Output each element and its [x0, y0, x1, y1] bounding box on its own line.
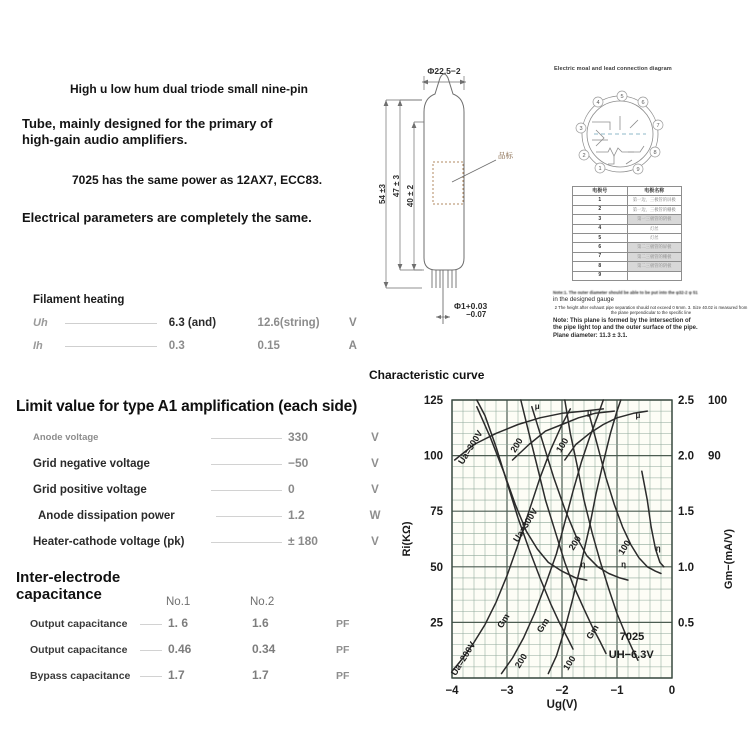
callout-leader: [452, 160, 496, 182]
intro-line-4: 7025 has the same power as 12AX7, ECC83.: [72, 172, 323, 187]
pin-table-header-no: 电极号: [573, 187, 628, 196]
limit-row: [16, 482, 388, 496]
intro-line-1: High u low hum dual triode small nine-pin: [70, 82, 309, 96]
capacitance-col-no1: No.1: [166, 596, 191, 608]
capacitance-no1: 1.7: [168, 667, 185, 682]
pin-name: 灯丝: [627, 224, 682, 233]
chart-annotation-device: 7025: [619, 631, 645, 644]
pin-table: [572, 186, 682, 281]
capacitance-row: [16, 616, 388, 630]
chart-yaxis-label-left: Ri(KΩ): [401, 521, 413, 557]
pin-diagram-svg: [552, 72, 748, 180]
limit-label: Anode dissipation power: [38, 510, 175, 522]
chart-curve-label: μ: [587, 408, 592, 418]
filament-heating-section: [33, 294, 363, 352]
filament-value-2: 12.6(string): [257, 317, 320, 329]
capacitance-unit: PF: [336, 669, 350, 682]
limit-row: [16, 508, 388, 522]
callout-text: 品标: [498, 151, 513, 160]
chart-curve-label: 100: [616, 538, 633, 557]
limit-label: Anode voltage: [33, 432, 99, 443]
pin-table-row: [573, 196, 682, 205]
pin-name: [627, 271, 682, 280]
leader-line: [140, 623, 162, 625]
chart-ytick-label-right-mu: 100: [708, 395, 728, 407]
chart-ytick-label-right-gm: 1.0: [678, 561, 694, 574]
limit-label: Heater-cathode voltage (pk): [33, 536, 185, 548]
capacitance-unit: PF: [336, 617, 350, 630]
chart-curve-label: 100: [561, 654, 578, 673]
characteristic-curve-chart: [396, 386, 748, 711]
pin-number-8: 8: [653, 150, 657, 156]
intro-block: [22, 82, 372, 226]
pin-number-3: 3: [579, 126, 583, 132]
pin-name: 第二三极管的阴极: [627, 262, 682, 271]
filament-value-2: 0.15: [257, 340, 280, 352]
capacitance-no2: 1.7: [252, 667, 269, 682]
note-line-2: in the designed gauge: [553, 296, 614, 303]
note-line-6: Plane diameter: 11.3 ± 3.1.: [553, 332, 628, 339]
limit-label: Grid negative voltage: [33, 458, 150, 470]
tube-drawing-svg: [378, 62, 550, 362]
capacitance-label: Output capacitance: [30, 643, 128, 656]
dim-h-total-text: 54 ±3: [378, 184, 387, 204]
limit-value: 1.2: [288, 508, 305, 522]
leader-line: [211, 437, 282, 439]
pin-no: 2: [573, 205, 628, 214]
chart-curve-label: Ua=300V: [511, 506, 540, 544]
pin-function-table: [572, 186, 682, 281]
pin-name: 第一边、三极管的屏极: [627, 196, 682, 205]
chart-curve-label: Gm: [495, 611, 512, 630]
chart-curve-label: Gm: [584, 622, 601, 641]
tube-outline-drawing: [378, 62, 550, 362]
leader-line: [65, 345, 157, 347]
pin-number-2: 2: [582, 153, 586, 159]
pin-number-9: 9: [636, 167, 640, 173]
notes-block: [553, 290, 749, 340]
limit-row: [16, 430, 388, 444]
pin-table-header-name: 电极名称: [627, 187, 682, 196]
chart-ytick-label-right-mu: 90: [708, 450, 721, 463]
chart-curve-label: Ua=300V: [456, 428, 485, 467]
chart-ytick-label-left: 100: [423, 450, 443, 463]
capacitance-label: Bypass capacitance: [30, 669, 131, 682]
chart-ytick-label-left: 125: [423, 395, 443, 407]
chart-ytick-label-left: 25: [430, 617, 443, 630]
dim-pin-text: Φ1+0.03: [454, 301, 488, 311]
pin-number-6: 6: [641, 100, 645, 106]
filament-symbol: Ih: [33, 340, 43, 352]
pin-number-7: 7: [656, 123, 660, 129]
chart-yaxis-label-right: Gm−(mA/V): [723, 528, 735, 590]
limit-values-section: [16, 398, 388, 560]
chart-curve-label: 200: [512, 651, 530, 670]
chart-curve-label: Ua=200V: [448, 639, 478, 678]
dim-pin-tol-text: −0.07: [466, 310, 487, 319]
capacitance-heading: Inter-electrode capacitance: [16, 569, 121, 603]
capacitance-col-no2: No.2: [250, 596, 275, 608]
pin-no: 5: [573, 233, 628, 242]
capacitance-no2: 1.6: [252, 615, 269, 630]
pin-no: 8: [573, 262, 628, 271]
limit-heading: Limit value for type A1 amplification (each side): [16, 398, 358, 415]
chart-curve-label: η: [621, 559, 627, 569]
filament-unit: V: [348, 317, 357, 329]
pin-table-row: [573, 271, 682, 280]
leader-line: [211, 463, 282, 465]
pin-table-row: [573, 215, 682, 224]
chart-xtick-label: 0: [668, 685, 676, 697]
chart-curve-label: 200: [566, 533, 584, 552]
capacitance-row: [16, 668, 388, 682]
pin-number-4: 4: [596, 100, 600, 106]
chart-ytick-label-left: 50: [430, 561, 443, 574]
note-line-4: Note: This plane is formed by the intersection of: [553, 317, 691, 324]
capacitance-no1: 1. 6: [168, 615, 189, 630]
dim-h-mid-text: 47 ± 3: [392, 174, 401, 198]
limit-value: 0: [288, 482, 295, 496]
filament-unit: A: [348, 340, 357, 352]
chart-xtick-label: −1: [610, 685, 624, 697]
note-line-3: 2 The height after exhaust pipe separation should not exceed 0 6mm. 3. Size 40.02 is measured from the plane perpendicular to the specific line: [554, 305, 748, 316]
leader-line: [140, 649, 162, 651]
chart-curve-label: η: [655, 544, 661, 554]
leader-line: [211, 541, 282, 543]
pin-no: 4: [573, 224, 628, 233]
pin-table-row: [573, 262, 682, 271]
chart-curve-label: μ: [635, 410, 641, 420]
pin-no: 1: [573, 196, 628, 205]
chart-curve-label: η: [580, 559, 586, 569]
pin-name: 第二三极管的栅极: [627, 252, 682, 261]
limit-unit: V: [371, 458, 379, 470]
characteristic-curve-svg: [396, 386, 748, 711]
pin-name: 第一三极管的阴极: [627, 215, 682, 224]
pin-table-row: [573, 233, 682, 242]
chart-ytick-label-right-gm: 2.0: [678, 450, 694, 463]
socket-outer-circle: [582, 96, 658, 172]
pin-no: 3: [573, 215, 628, 224]
pin-connection-diagram: [552, 66, 748, 186]
leader-line: [65, 322, 157, 324]
chart-curve-label: μ: [534, 401, 540, 411]
chart-xtick-label: −4: [445, 685, 459, 697]
dim-h-inner-text: 40 ± 2: [406, 184, 415, 208]
pin-no: 9: [573, 271, 628, 280]
filament-symbol: Uh: [33, 317, 48, 329]
filament-heading: Filament heating: [33, 294, 125, 306]
chart-ytick-label-right-gm: 2.5: [678, 395, 694, 407]
limit-row: [16, 534, 388, 548]
limit-value: 330: [288, 430, 309, 444]
label-area: [433, 162, 463, 204]
chart-xtick-label: −2: [555, 685, 569, 697]
filament-value-1: 6.3 (and): [168, 317, 217, 329]
chart-curve-label: 100: [553, 436, 571, 455]
capacitance-label: Output capacitance: [30, 617, 128, 630]
filament-value-1: 0.3: [168, 340, 185, 352]
capacitance-no1: 0.46: [168, 641, 192, 656]
tube-envelope: [424, 74, 464, 270]
limit-unit: V: [371, 484, 379, 496]
capacitance-table: [16, 616, 388, 682]
filament-row-ih: [33, 340, 363, 352]
capacitance-no2: 0.34: [252, 641, 276, 656]
tube-pin-group-left: [432, 270, 440, 288]
limit-unit: V: [371, 432, 379, 444]
pin-table-header-row: [573, 187, 682, 196]
chart-xtick-label: −3: [500, 685, 514, 697]
limit-table: [16, 430, 388, 548]
chart-ytick-label-right-gm: 0.5: [678, 617, 694, 630]
pin-number-1: 1: [598, 166, 602, 172]
dim-ext-width: [424, 76, 464, 90]
intro-line-3: high-gain audio amplifiers.: [22, 132, 188, 148]
pin-name: 第二三极管的屏极: [627, 243, 682, 252]
leader-line: [216, 515, 282, 517]
filament-row-uh: [33, 317, 363, 329]
chart-curve-label: 200: [508, 436, 525, 455]
pin-table-row: [573, 243, 682, 252]
note-line-5: the pipe light top and the outer surface of the pipe.: [553, 325, 698, 332]
chart-xaxis-label: Ug(V): [546, 699, 578, 711]
capacitance-section: [16, 570, 388, 682]
leader-line: [211, 489, 282, 491]
leader-line: [140, 675, 162, 677]
limit-row: [16, 456, 388, 470]
chart-ytick-label-left: 75: [430, 506, 443, 519]
pin-table-row: [573, 205, 682, 214]
chart-curve-label: Gm: [534, 616, 552, 635]
intro-line-5: Electrical parameters are completely the same.: [22, 209, 312, 225]
limit-unit: V: [371, 536, 379, 548]
tube-pin-group-right: [448, 270, 456, 288]
limit-value: ± 180: [288, 534, 318, 548]
pin-name: 第一边、三极管的栅极: [627, 205, 682, 214]
capacitance-row: [16, 642, 388, 656]
chart-annotation-heater: UH−6.3V: [608, 648, 654, 661]
limit-label: Grid positive voltage: [33, 484, 147, 496]
limit-value: −50: [288, 456, 309, 470]
capacitance-unit: PF: [336, 643, 350, 656]
pin-diagram-title: Electric moal and lead connection diagram: [554, 66, 672, 72]
chart-ytick-label-right-gm: 1.5: [678, 506, 694, 519]
dim-width-text: Φ22.5−2: [427, 66, 461, 76]
intro-line-2: Tube, mainly designed for the primary of: [22, 116, 273, 131]
note-line-1: Note:1. The outer diameter should be able to be put into the φ32-2 φ 51: [553, 290, 698, 295]
pin-no: 6: [573, 243, 628, 252]
pin-number-5: 5: [620, 94, 624, 100]
limit-unit: W: [369, 510, 381, 522]
pin-numbers: [576, 91, 663, 174]
capacitance-column-headers: [166, 596, 334, 608]
pin-table-row: [573, 252, 682, 261]
characteristic-curve-title: Characteristic curve: [369, 368, 485, 382]
pin-name: 灯丝: [627, 233, 682, 242]
pin-table-row: [573, 224, 682, 233]
pin-no: 7: [573, 252, 628, 261]
